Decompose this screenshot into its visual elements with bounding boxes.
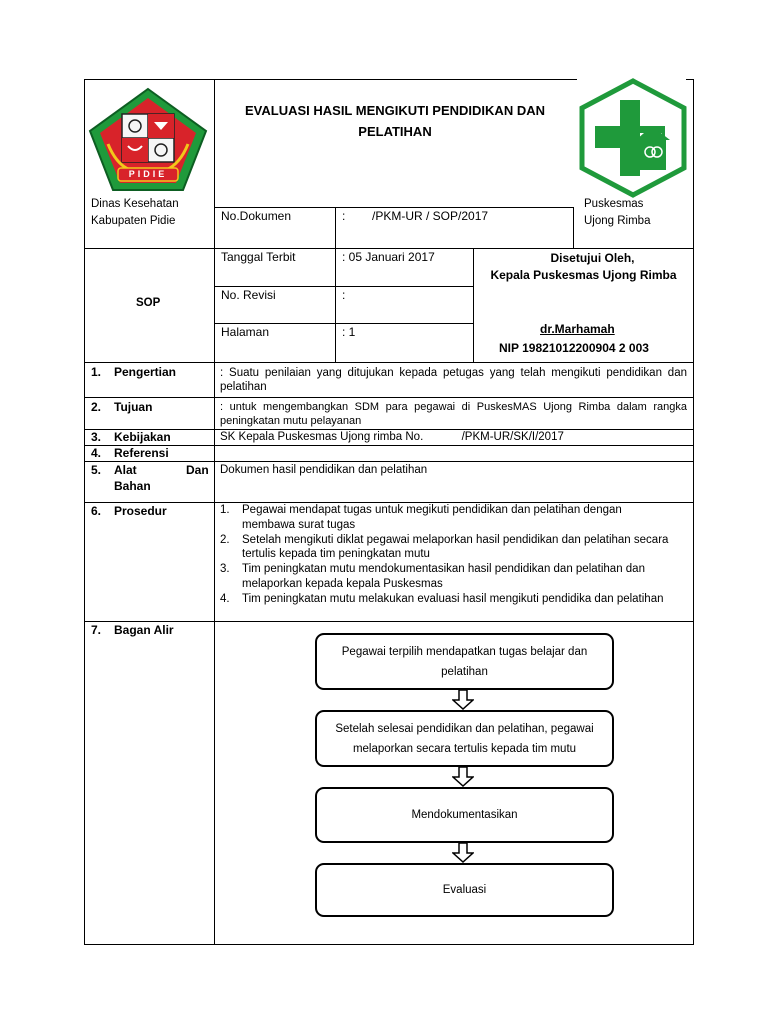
approval-block (474, 250, 693, 284)
bagan-label: Bagan Alir (114, 623, 174, 637)
kebijakan-value: SK Kepala Puskesmas Ujong rimba No. /PKM-UR/SK/I/2017 (220, 431, 564, 443)
flow-step-text: Evaluasi (442, 884, 487, 896)
revisi-value: : (342, 288, 346, 302)
left-org-line1: Dinas Kesehatan (91, 198, 179, 210)
alat-label-b: Dan (186, 463, 209, 477)
kebijakan-num: 3. (91, 430, 102, 444)
tujuan-num: 2. (91, 400, 102, 414)
halaman-label: Halaman (221, 325, 270, 339)
step-number: 4. (220, 592, 230, 605)
flow-step-2 (315, 710, 614, 767)
puskesmas-cross-icon (578, 78, 688, 198)
sop-label: SOP (136, 297, 161, 309)
halaman-value: : 1 (342, 325, 356, 339)
pengertian-label: Pengertian (114, 365, 177, 379)
step-text: Setelah mengikuti diklat pegawai melaporkan hasil pendidikan dan pelatihan secara tertulis kepada tim peningkatan mutu (242, 533, 669, 561)
step-number: 2. (220, 533, 230, 546)
flow-step-text: Pegawai terpilih mendapatkan tugas belajar dan pelatihan (341, 645, 588, 678)
step-number: 1. (220, 504, 230, 516)
approver-nip: NIP 19821012200904 2 003 (499, 341, 649, 355)
step-number: 3. (220, 563, 230, 576)
prosedur-step (220, 503, 678, 533)
arrow-down-icon (452, 690, 474, 710)
revisi-label: No. Revisi (221, 288, 276, 302)
no-dokumen-value: : /PKM-UR / SOP/2017 (342, 209, 489, 223)
step-text: Tim peningkatan mutu mendokumentasikan hasil pendidikan dan pelatihan dan melaporkan kepada kepala Puskesmas (242, 563, 645, 590)
alat-label-c: Bahan (114, 479, 151, 493)
step-text: Tim peningkatan mutu melakukan evaluasi hasil mengikuti pendidika dan pelatihan (242, 592, 664, 605)
tujuan-label: Tujuan (114, 400, 153, 414)
bagan-num: 7. (91, 623, 102, 637)
prosedur-steps (220, 503, 678, 607)
puskesmas-logo (578, 78, 688, 198)
flow-step-4 (315, 863, 614, 917)
referensi-num: 4. (91, 446, 102, 460)
alat-num: 5. (91, 463, 102, 477)
flow-step-text: Setelah selesai pendidikan dan pelatihan, pegawai melaporkan secara tertulis kepada tim mutu (335, 722, 594, 755)
tanggal-label: Tanggal Terbit (221, 250, 296, 264)
no-dokumen-label: No.Dokumen (221, 209, 292, 223)
right-org-line2: Ujong Rimba (584, 215, 651, 227)
document-title (215, 100, 575, 142)
title-line2: PELATIHAN (358, 124, 432, 139)
step-text: Pegawai mendapat tugas untuk megikuti pendidikan dan pelatihan dengan membawa surat tugas (242, 504, 622, 531)
arrow-down-icon (452, 767, 474, 787)
approval-line2: Kepala Puskesmas Ujong Rimba (490, 268, 677, 282)
referensi-label: Referensi (114, 446, 169, 460)
tujuan-value: : untuk mengembangkan SDM para pegawai di PuskesMAS Ujong Rimba dalam rangka peningkatan mutu pelayanan (220, 401, 687, 427)
alat-value: Dokumen hasil pendidikan dan pelatihan (220, 464, 428, 476)
pidie-logo (86, 84, 210, 194)
prosedur-step (220, 533, 678, 563)
pengertian-num: 1. (91, 365, 102, 379)
pengertian-value: : Suatu penilaian yang ditujukan kepada petugas yang telah mengikuti pendidikan dan pelatihan (220, 367, 687, 393)
left-org-line2: Kabupaten Pidie (91, 215, 176, 227)
logo-banner-text: PIDIE (128, 169, 168, 179)
approval-line1: Disetujui Oleh, (550, 251, 635, 265)
arrow-down-icon (452, 843, 474, 863)
prosedur-label: Prosedur (114, 504, 167, 518)
title-line1: EVALUASI HASIL MENGIKUTI PENDIDIKAN DAN (245, 103, 545, 118)
prosedur-step (220, 592, 678, 607)
prosedur-num: 6. (91, 504, 102, 518)
flow-step-1 (315, 633, 614, 690)
right-org-line1: Puskesmas (584, 198, 644, 210)
prosedur-step (220, 562, 678, 592)
tanggal-value: : 05 Januari 2017 (342, 250, 435, 264)
alat-label-a: Alat (114, 463, 137, 477)
flow-step-3 (315, 787, 614, 843)
approver-name: dr.Marhamah (540, 322, 615, 336)
flow-step-text: Mendokumentasikan (411, 809, 518, 821)
kebijakan-label: Kebijakan (114, 430, 171, 444)
